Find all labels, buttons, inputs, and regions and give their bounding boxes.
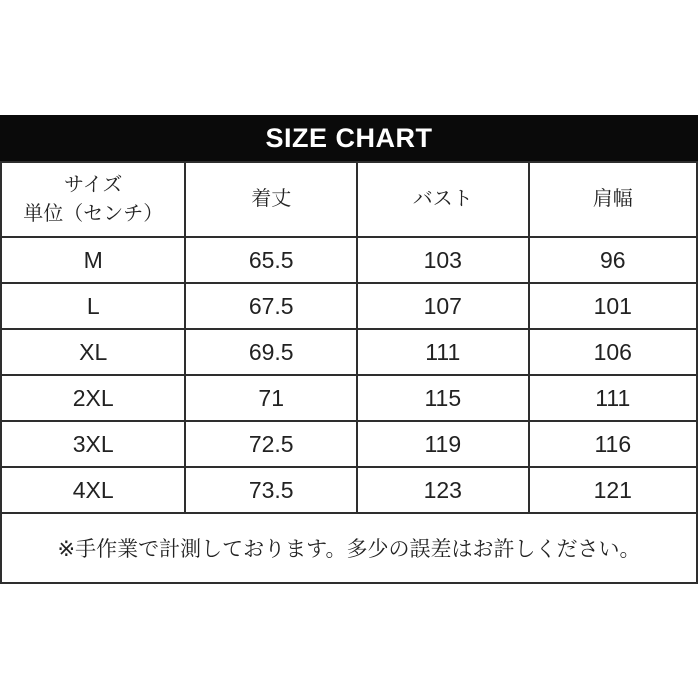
bust-cell: 103: [357, 237, 529, 283]
size-cell: L: [1, 283, 185, 329]
table-row-m: [1, 237, 697, 283]
size-chart-title: SIZE CHART: [265, 122, 433, 153]
header-cell-bust: バスト: [357, 162, 529, 237]
size-table: [0, 161, 698, 584]
header-row: [1, 162, 697, 237]
table-row-4xl: [1, 467, 697, 513]
header-size-line2: 単位（センチ）: [23, 202, 164, 225]
table-row-xl: [1, 329, 697, 375]
bust-cell: 107: [357, 283, 529, 329]
size-cell: 3XL: [1, 421, 185, 467]
bust-cell: 119: [357, 421, 529, 467]
header-cell-size: [1, 162, 185, 237]
table-row-l: [1, 283, 697, 329]
shoulder-cell: 101: [529, 283, 697, 329]
size-cell: 4XL: [1, 467, 185, 513]
size-chart: [0, 115, 698, 584]
header-cell-length: 着丈: [185, 162, 357, 237]
length-cell: 73.5: [185, 467, 357, 513]
header-cell-shoulder: 肩幅: [529, 162, 697, 237]
shoulder-cell: 121: [529, 467, 697, 513]
shoulder-cell: 96: [529, 237, 697, 283]
length-cell: 72.5: [185, 421, 357, 467]
length-cell: 69.5: [185, 329, 357, 375]
size-chart-title-bar: [0, 115, 698, 161]
size-cell: 2XL: [1, 375, 185, 421]
length-cell: 71: [185, 375, 357, 421]
length-cell: 67.5: [185, 283, 357, 329]
length-cell: 65.5: [185, 237, 357, 283]
measurement-note: ※手作業で計測しております。多少の誤差はお許しください。: [1, 513, 697, 583]
bust-cell: 115: [357, 375, 529, 421]
shoulder-cell: 116: [529, 421, 697, 467]
size-cell: M: [1, 237, 185, 283]
bust-cell: 123: [357, 467, 529, 513]
size-cell: XL: [1, 329, 185, 375]
header-size-line1: サイズ: [64, 173, 123, 196]
table-row-3xl: [1, 421, 697, 467]
shoulder-cell: 106: [529, 329, 697, 375]
table-row-2xl: [1, 375, 697, 421]
bust-cell: 111: [357, 329, 529, 375]
note-row: [1, 513, 697, 583]
shoulder-cell: 111: [529, 375, 697, 421]
